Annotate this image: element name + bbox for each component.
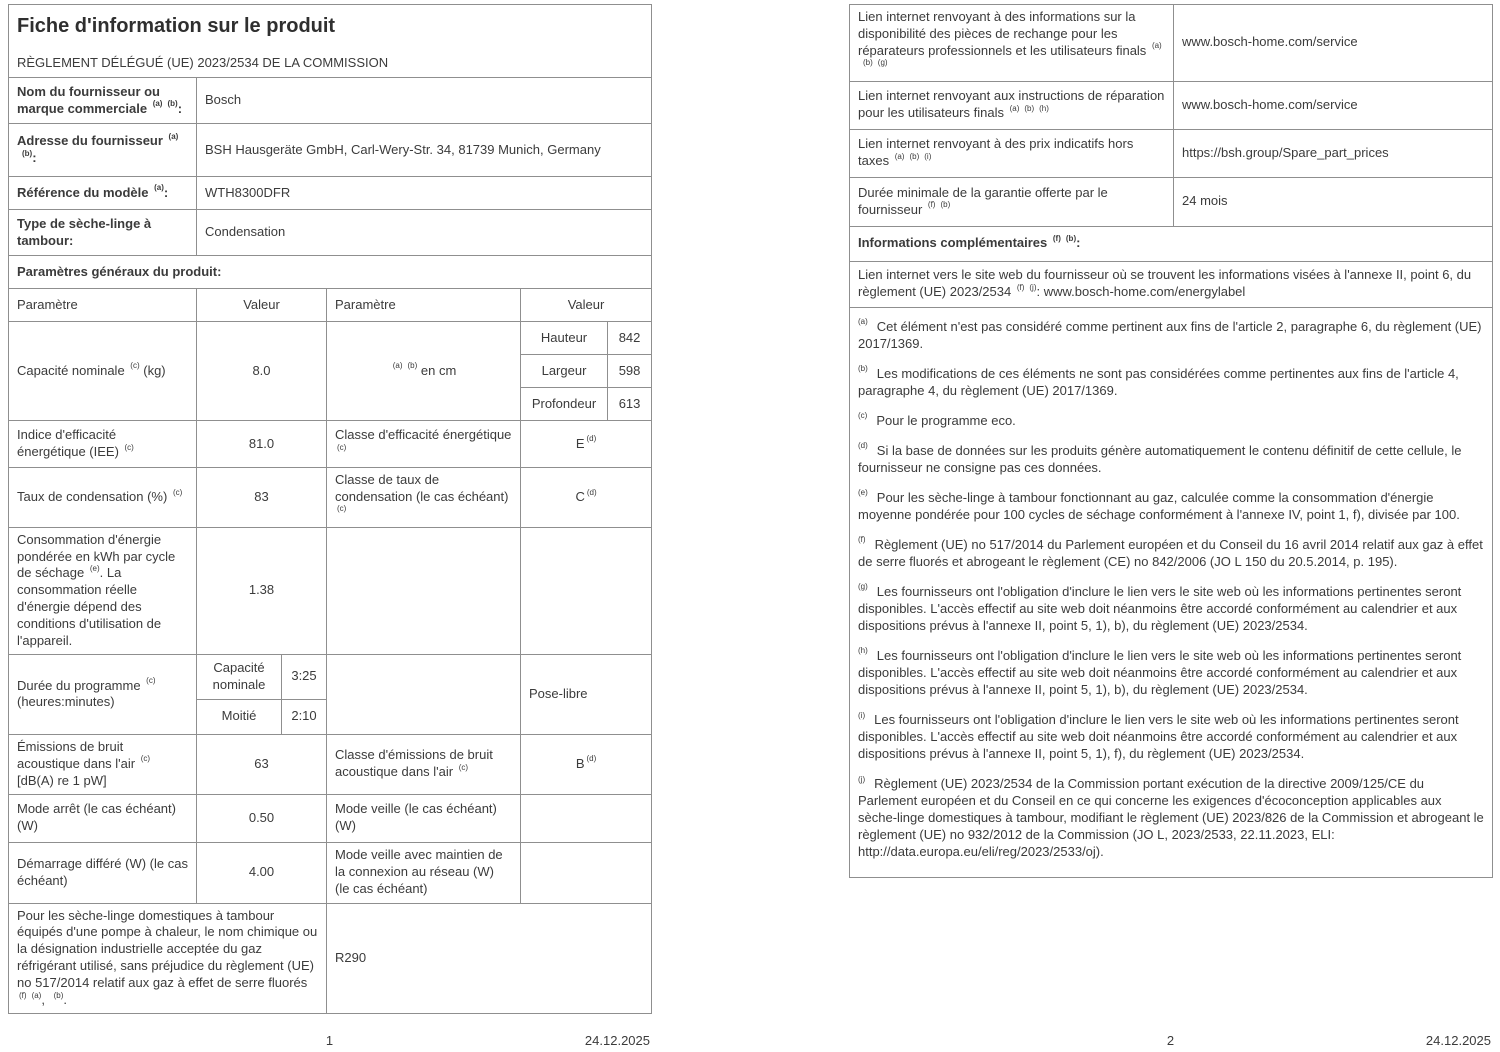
- footnote-d: $^{(d)}$ Si la base de données sur les produits génère automatiquement le contenu définitif de cette cellule, le fournisseur ne consigne pas ces données.: [858, 441, 1462, 475]
- general-parameters-header: Paramètres généraux du produit:: [9, 256, 652, 289]
- airborne-noise-label: Émissions de bruit acoustique dans l'air $^{(c)}$ [dB(A) re 1 pW]: [9, 734, 197, 794]
- standby-mode-label: Mode veille (le cas échéant) (W): [327, 794, 521, 842]
- footnote-h: $^{(h)}$ Les fournisseurs ont l'obligation d'inclure le lien vers le site web où les informations pertinentes seront disponibles. L'accès effectif au site web doit néanmoins être accordé conformément au calendrier et aux dispositions prévus à l'annexe II, point 5, 1), b), du règlement (UE) 2023/2534.: [858, 646, 1462, 697]
- supplier-address-value: BSH Hausgeräte GmbH, Carl-Wery-Str. 34, 81739 Munich, Germany: [197, 124, 652, 177]
- condensation-class-label: Classe de taux de condensation (le cas échéant) $^{(c)}$: [327, 468, 521, 528]
- links-and-footnotes-table: [849, 4, 1493, 878]
- footnotes-cell: [850, 307, 1493, 877]
- off-mode-value: 0.50: [197, 794, 327, 842]
- supplier-name-label: Nom du fournisseur ou marque commerciale $^{(a)}$ $^{(b)}$:: [9, 78, 197, 124]
- programme-duration-rated-label: Capacité nominale: [197, 654, 282, 699]
- footnote-b: $^{(b)}$ Les modifications de ces éléments ne sont pas considérées comme pertinentes aux fins de l'article 4, paragraphe 4, du règlement (UE) 2017/1369.: [858, 364, 1459, 398]
- footnote-g: $^{(g)}$ Les fournisseurs ont l'obligation d'inclure le lien vers le site web où les informations pertinentes seront disponibles. L'accès effectif au site web doit néanmoins être accordé conformément au calendrier et aux dispositions prévus à l'annexe II, point 5, 1), b), du règlement (UE) 2023/2534.: [858, 582, 1462, 633]
- supplier-address-label: Adresse du fournisseur $^{(a)(b)}$:: [9, 124, 197, 177]
- airborne-noise-class-label: Classe d'émissions de bruit acoustique dans l'air $^{(c)}$: [327, 734, 521, 794]
- rated-capacity-label: Capacité nominale $^{(c)}$ (kg): [9, 322, 197, 421]
- programme-duration-label: Durée du programme $^{(c)}$ (heures:minutes): [9, 654, 197, 734]
- programme-duration-half-value: 2:10: [282, 699, 327, 734]
- dryer-type-label: Type de sèche-linge à tambour:: [9, 210, 197, 256]
- airborne-noise-class-value: B $^{(d)}$: [521, 734, 652, 794]
- installation-type-value: Pose-libre: [521, 654, 652, 734]
- dimensions-label: $^{(a)}$ $^{(b)}$ en cm: [327, 322, 521, 421]
- footnote-c: $^{(c)}$ Pour le programme eco.: [858, 411, 1016, 428]
- empty-cell: [327, 527, 521, 654]
- dimension-height-label: Hauteur: [521, 322, 608, 355]
- footnote-e: $^{(e)}$ Pour les sèche-linge à tambour fonctionnant au gaz, calculée comme la consommation d'énergie moyenne pondérée pour 100 cycles de séchage conformément à l'annexe IV, point 1, f), divisée par 100.: [858, 488, 1460, 522]
- regulation-subtitle: RÈGLEMENT DÉLÉGUÉ (UE) 2023/2534 DE LA COMMISSION: [17, 54, 389, 70]
- dryer-type-value: Condensation: [197, 210, 652, 256]
- page-title: Fiche d'information sur le produit: [17, 14, 336, 37]
- dimension-width-label: Largeur: [521, 355, 608, 388]
- minimum-guarantee-label: Durée minimale de la garantie offerte par le fournisseur $^{(f)}$ $^{(b)}$: [850, 177, 1174, 226]
- minimum-guarantee-value: 24 mois: [1174, 177, 1493, 226]
- page-1-date: 24.12.2025: [584, 1033, 650, 1048]
- dimension-height-value: 842: [608, 322, 652, 355]
- repair-instructions-link: www.bosch-home.com/service: [1174, 81, 1493, 129]
- page-2-date: 24.12.2025: [1425, 1033, 1491, 1048]
- footnote-a: $^{(a)}$ Cet élément n'est pas considéré comme pertinent aux fins de l'article 2, paragraphe 6, du règlement (UE) 2017/1369.: [858, 317, 1482, 351]
- footnote-f: $^{(f)}$ Règlement (UE) no 517/2014 du Parlement européen et du Conseil du 16 avril 2014 relatif aux gaz à effet de serre fluorés et abrogeant le règlement (CE) no 842/2006 (JO L 150 du 20.5.2014, p. 195).: [858, 535, 1483, 569]
- additional-information-header: Informations complémentaires $^{(f)}$ $^{(b)}$:: [850, 226, 1493, 261]
- condensation-rate-value: 83: [197, 468, 327, 528]
- standby-mode-value: [521, 794, 652, 842]
- footnote-i: $^{(i)}$ Les fournisseurs ont l'obligation d'inclure le lien vers le site web où les informations pertinentes seront disponibles. L'accès effectif au site web doit néanmoins être accordé conformément au calendrier et aux dispositions prévus à l'annexe II, point 5, 1), f), du règlement (UE) 2023/2534.: [858, 710, 1459, 761]
- refrigerant-gas-label: Pour les sèche-linge domestiques à tambour équipés d'une pompe à chaleur, le nom chimique ou la désignation industrielle acceptée du gaz réfrigérant utilisé, sans préjudice du règlement (UE) no 517/2014 relatif aux gaz à effet de serre fluorés $^{(f)}$ $^{(a)}$, $^{(b)}$.: [9, 903, 327, 1013]
- delayed-start-label: Démarrage différé (W) (le cas échéant): [9, 842, 197, 903]
- energy-efficiency-index-value: 81.0: [197, 421, 327, 468]
- model-reference-label: Référence du modèle $^{(a)}$:: [9, 177, 197, 210]
- dimension-width-value: 598: [608, 355, 652, 388]
- rated-capacity-value: 8.0: [197, 322, 327, 421]
- weighted-energy-consumption-label: Consommation d'énergie pondérée en kWh par cycle de séchage $^{(e)}$. La consommation réelle d'énergie dépend des conditions d'utilisation de l'appareil.: [9, 527, 197, 654]
- column-header-parameter-2: Paramètre: [327, 289, 521, 322]
- model-reference-value: WTH8300DFR: [197, 177, 652, 210]
- supplier-website-link-row: Lien internet vers le site web du fournisseur où se trouvent les informations visées à l'annexe II, point 6, du règlement (UE) 2023/2534 $^{(f)}$ $^{(j)}$: www.bosch-home.com/energylabel: [850, 261, 1493, 307]
- footnote-j: $^{(j)}$ Règlement (UE) 2023/2534 de la Commission portant exécution de la directive 2009/125/CE du Parlement européen et du Conseil en ce qui concerne les exigences d'écoconception applicables aux sèche-linge domestiques à tambour, modifiant le règlement (UE) 2023/826 de la Commission et abrogeant le règlement (UE) no 932/2012 de la Commission (JO L, 2023/2533, 22.11.2023, ELI: http://data.europa.eu/eli/reg/2023/2533/oj).: [858, 774, 1484, 859]
- column-header-value-2: Valeur: [521, 289, 652, 322]
- networked-standby-value: [521, 842, 652, 903]
- empty-cell: [521, 527, 652, 654]
- column-header-value-1: Valeur: [197, 289, 327, 322]
- empty-cell: [327, 654, 521, 734]
- energy-efficiency-class-value: E $^{(d)}$: [521, 421, 652, 468]
- energy-efficiency-class-label: Classe d'efficacité énergétique $^{(c)}$: [327, 421, 521, 468]
- networked-standby-label: Mode veille avec maintien de la connexion au réseau (W) (le cas échéant): [327, 842, 521, 903]
- airborne-noise-value: 63: [197, 734, 327, 794]
- page-2-number: 2: [1166, 1033, 1175, 1048]
- product-sheet-table: [8, 4, 652, 1014]
- off-mode-label: Mode arrêt (le cas échéant) (W): [9, 794, 197, 842]
- spare-parts-availability-link: www.bosch-home.com/service: [1174, 5, 1493, 82]
- spare-parts-availability-label: Lien internet renvoyant à des informations sur la disponibilité des pièces de rechange pour les réparateurs professionnels et les utilisateurs finals $^{(a)(b)}$ $^{(g)}$: [850, 5, 1174, 82]
- repair-instructions-label: Lien internet renvoyant aux instructions de réparation pour les utilisateurs finals $^{(a)}$ $^{(b)}$ $^{(h)}$: [850, 81, 1174, 129]
- energy-efficiency-index-label: Indice d'efficacité énergétique (IEE) $^{(c)}$: [9, 421, 197, 468]
- page-1: [8, 4, 651, 1014]
- indicative-prices-link: https://bsh.group/Spare_part_prices: [1174, 129, 1493, 177]
- condensation-rate-label: Taux de condensation (%) $^{(c)}$: [9, 468, 197, 528]
- weighted-energy-consumption-value: 1.38: [197, 527, 327, 654]
- refrigerant-gas-value: R290: [327, 903, 652, 1013]
- dimension-depth-label: Profondeur: [521, 388, 608, 421]
- title-block: [9, 5, 652, 78]
- delayed-start-value: 4.00: [197, 842, 327, 903]
- indicative-prices-label: Lien internet renvoyant à des prix indicatifs hors taxes $^{(a)}$ $^{(b)}$ $^{(i)}$: [850, 129, 1174, 177]
- condensation-class-value: C $^{(d)}$: [521, 468, 652, 528]
- page-1-number: 1: [325, 1033, 334, 1048]
- column-header-parameter-1: Paramètre: [9, 289, 197, 322]
- page-2: [849, 4, 1492, 878]
- supplier-name-value: Bosch: [197, 78, 652, 124]
- programme-duration-half-label: Moitié: [197, 699, 282, 734]
- dimension-depth-value: 613: [608, 388, 652, 421]
- programme-duration-rated-value: 3:25: [282, 654, 327, 699]
